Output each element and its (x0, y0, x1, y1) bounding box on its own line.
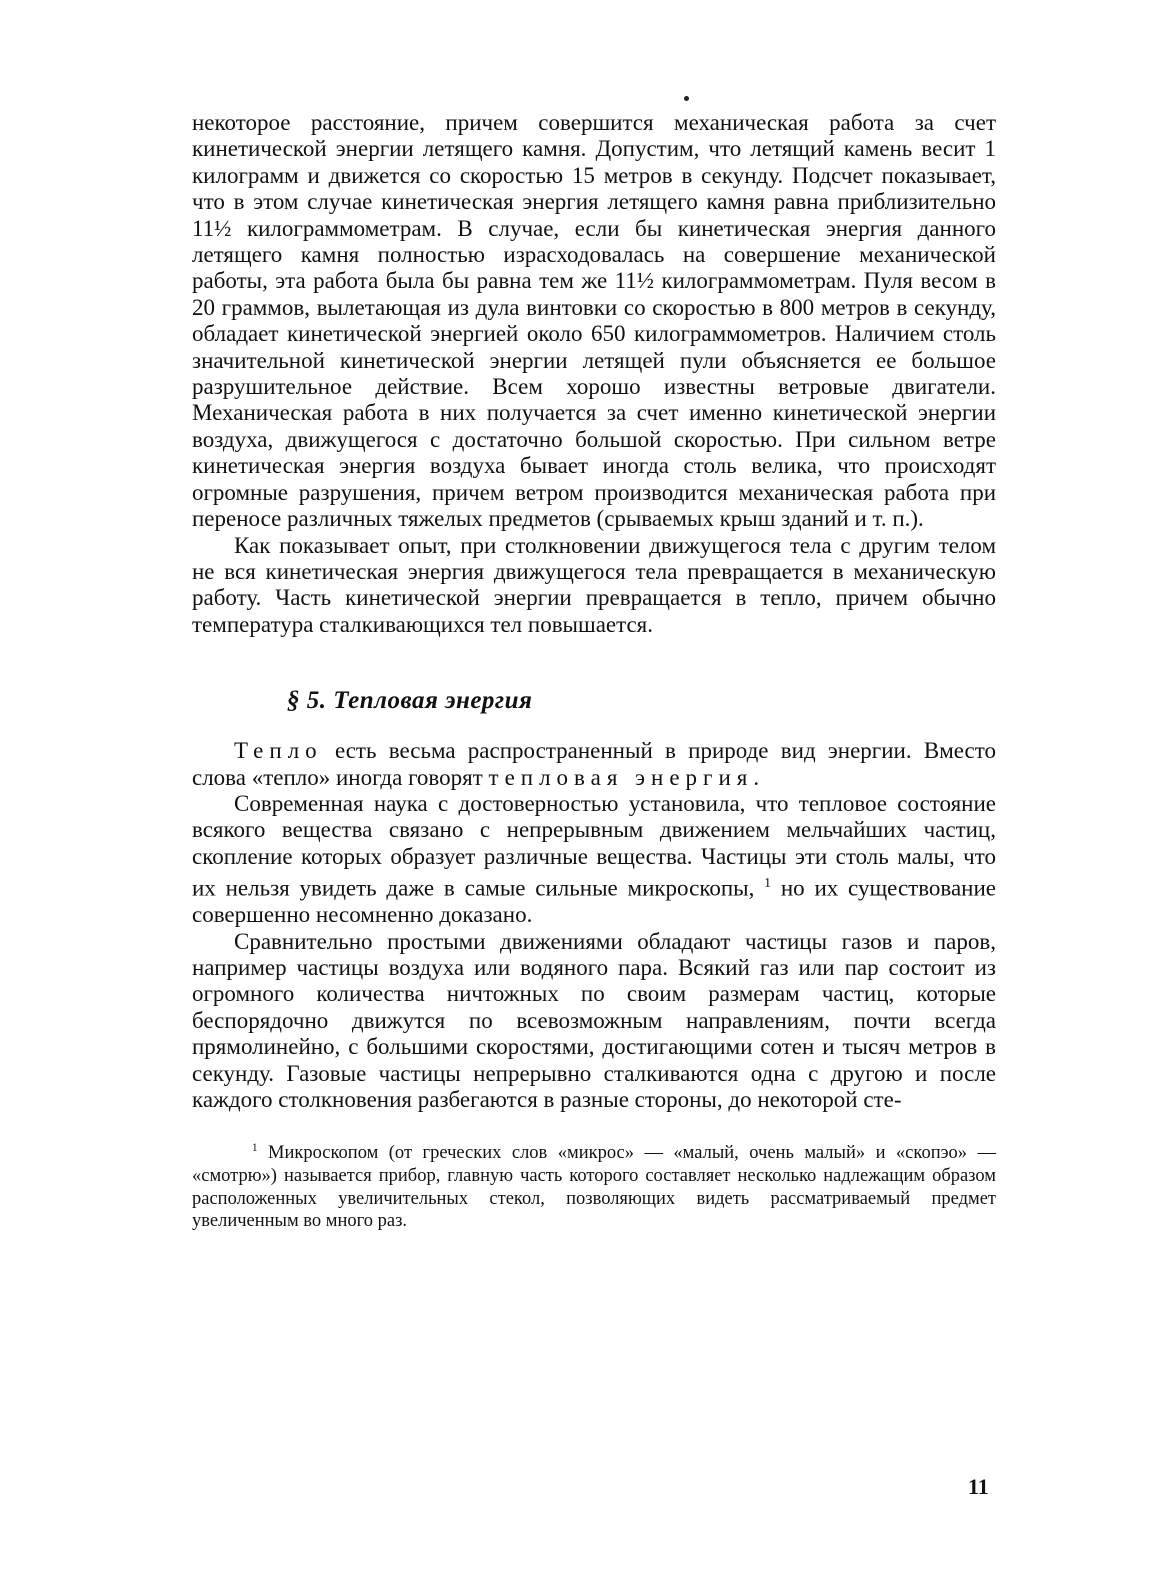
footnotes (192, 1137, 996, 1232)
term-heat: Тепло (234, 738, 323, 764)
page-number: 11 (968, 1474, 989, 1499)
section-heading: § 5. Тепловая энергия (287, 687, 533, 715)
particles-text-end: но их существование совершенно несомненно доказано. (192, 875, 996, 928)
particles-text: Современная наука с достоверностью установила, что тепловое состояние всякого вещества связано с непрерывным движением мельчайших частиц, скопление которых образует различные вещества. Частицы эти столь малы, что их нельзя увидеть даже в самые сильные микроскопы, (192, 790, 996, 901)
footnote-mark: 1 (252, 1142, 258, 1155)
paragraph-heat-definition (192, 738, 996, 791)
paragraph-collision: Как показывает опыт, при столкновении движущегося тела с другим телом не вся кинетическая энергия движущегося тела превращается в механическую работу. Часть кинетической энергии превращается в тепло, причем обычно температура сталкивающихся тел повышается. (192, 532, 996, 637)
heat-definition-end: . (753, 764, 760, 790)
heat-definition-text: есть весьма распространенный в природе вид энергии. Вместо слова «тепло» иногда говорят (192, 738, 996, 790)
term-thermal-energy: тепловая энергия (488, 764, 754, 790)
paragraph-kinetic-stone: некоторое расстояние, причем совершится механическая работа за счет кинетической энергии летящего камня. Допустим, что летящий камень весит 1 килограмм и движется со скоростью 15 метров в секунду. Подсчет показывает, что в этом случае кинетическая энергия летящего камня равна приблизительно 11½ килограммометрам. В случае, если бы кинетическая энергия данного летящего камня полностью израсходовалась на совершение механической работы, эта работа была бы равна тем же 11½ килограммометрам. Пуля весом в 20 граммов, вылетающая из дула винтовки со скоростью в 800 метров в секунду, обладает кинетической энергией около 650 килограммометров. Наличием столь значительной кинетической энергии летящей пули объясняется ее большое разрушительное действие. Всем хорошо известны ветровые двигатели. Механическая работа в них получается за счет именно кинетической энергии воздуха, движущегося с достаточно большой скоростью. При сильном ветре кинетическая энергия воздуха бывает иногда столь велика, что происходят огромные разрушения, причем ветром производится механическая работа при переносе различных тяжелых предметов (срываемых крыш зданий и т. п.). (192, 110, 996, 532)
paragraph-gas-particles: Сравнительно простыми движениями обладают частицы газов и паров, например частицы воздуха или водяного пара. Всякий газ или пар состоит из огромного количества ничтожных по своим размерам частиц, которые беспорядочно движутся по всевозможным направлениям, почти всегда прямолинейно, с большими скоростями, достигающими сотен и тысяч метров в секунду. Газовые частицы непрерывно сталкиваются одна с другою и после каждого столкновения разбегаются в разные стороны, до некоторой сте- (192, 928, 996, 1113)
footnote-microscope (192, 1137, 996, 1232)
print-speck (684, 96, 689, 101)
paragraph-particles (192, 791, 996, 929)
footnote-reference: 1 (764, 875, 772, 891)
document-page (192, 110, 996, 1233)
footnote-text: Микроскопом (от греческих слов «микрос» — «малый, очень малый» и «скопэо» — «смотрю») называется прибор, главную часть которого составляет несколько надлежащим образом расположенных увеличительных стекол, позволяющих видеть рассматриваемый предмет увеличенным во много раз. (192, 1143, 996, 1232)
